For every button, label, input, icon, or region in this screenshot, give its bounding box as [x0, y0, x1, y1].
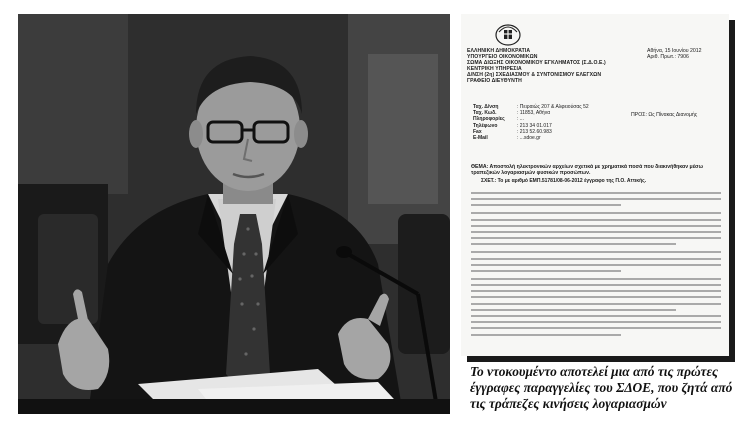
text-line: [471, 290, 721, 292]
header-line: ΓΡΑΦΕΙΟ ΔΙΕΥΘΥΝΤΗ: [467, 78, 522, 85]
text-line: [471, 303, 721, 305]
contact-row: Ταχ. Δ/νση : Πειραιώς 207 & Αλφειούσας 52: [473, 104, 589, 110]
text-line: [471, 334, 621, 336]
text-line: [471, 225, 721, 227]
text-line: [471, 243, 676, 245]
text-line: [471, 258, 721, 260]
text-line: [471, 251, 721, 253]
header-line: Δ/ΝΣΗ (2η) ΣΧΕΔΙΑΣΜΟΥ & ΣΥΝΤΟΝΙΣΜΟΥ ΕΛΕΓΧΩΝ: [467, 72, 602, 79]
recipient-line: ΠΡΟΣ: Ως Πίνακας Διανομής: [631, 112, 698, 118]
text-line: [471, 219, 721, 221]
text-line: [471, 264, 721, 266]
text-line: [471, 284, 721, 286]
text-line: [471, 198, 721, 200]
photo-caption: Το ντοκουμέντο αποτελεί μια από τις πρώτες έγγραφες παραγγελίες του ΣΔΟΕ, που ζητά από τις τράπεζες κινήσεις λογαριασμών: [470, 364, 733, 411]
reference-line: ΣΧΕΤ.: Το με αριθμό ΕΜΠ.51781/08-06-2012 έγγραφο της Π.Ο. Αττικής.: [481, 178, 647, 184]
press-photo: [18, 14, 450, 414]
text-line: [471, 192, 721, 194]
contact-row: E-Mail : ...sdoe.gr: [473, 135, 541, 142]
text-line: [471, 237, 721, 239]
text-line: [471, 270, 621, 272]
subject-line: ΘΕΜΑ: Αποστολή ηλεκτρονικών αρχείων σχετικά με χρηματικά ποσά που διακινήθηκαν μέσω τραπεζικών λογαριασμών φυσικών προσώπων.: [471, 164, 703, 177]
text-line: [471, 315, 721, 317]
text-line: [471, 231, 721, 233]
body-text-lines: [471, 192, 721, 340]
text-line: [471, 327, 721, 329]
date-line: Αθήνα, 15 Ιουνίου 2012: [647, 48, 702, 54]
document-date-block: [647, 48, 702, 60]
header-line: ΥΠΟΥΡΓΕΙΟ ΟΙΚΟΝΟΜΙΚΩΝ: [467, 54, 538, 61]
contact-row: Πληροφορίες : ...: [473, 116, 524, 123]
header-line: ΣΩΜΑ ΔΙΩΞΗΣ ΟΙΚΟΝΟΜΙΚΟΥ ΕΓΚΛΗΜΑΤΟΣ (Σ.Δ.Ο.Ε.): [467, 60, 606, 67]
text-line: [471, 321, 721, 323]
greek-emblem-icon: [495, 24, 521, 46]
document-header: [467, 48, 607, 85]
official-document: [461, 14, 729, 356]
header-line: ΕΛΛΗΝΙΚΗ ΔΗΜΟΚΡΑΤΙΑ: [467, 48, 531, 54]
text-line: [471, 309, 676, 311]
contact-details: [473, 104, 589, 141]
contact-row: Τηλέφωνο : 213 34 01.017: [473, 122, 552, 129]
contact-row: Ταχ. Κωδ. : 11853, Αθήνα: [473, 110, 551, 117]
text-line: [471, 278, 721, 280]
protocol-line: Αριθ. Πρωτ.: 7906: [647, 54, 689, 61]
header-line: ΚΕΝΤΡΙΚΗ ΥΠΗΡΕΣΙΑ: [467, 66, 522, 73]
contact-row: Fax : 213 52.60.983: [473, 128, 552, 135]
text-line: [471, 296, 721, 298]
speaker-photo-illustration: [18, 14, 450, 414]
text-line: [471, 212, 721, 214]
text-line: [471, 204, 621, 206]
